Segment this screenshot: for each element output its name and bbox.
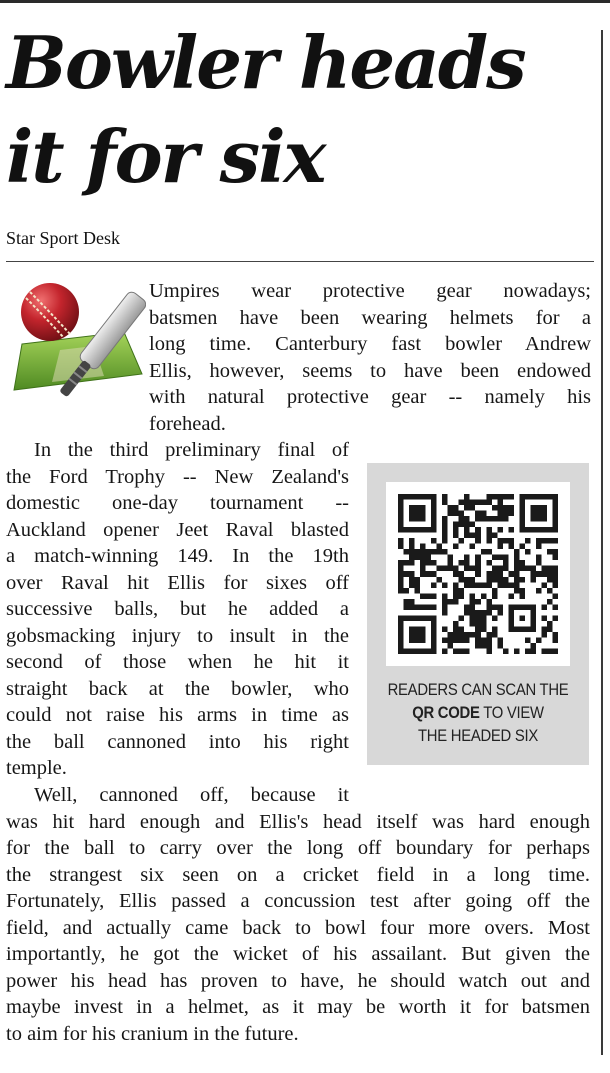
text-line: Auckland opener Jeet Raval blasted <box>6 518 349 541</box>
text-line: for the ball to carry over the long off boundary for perhaps <box>6 837 590 859</box>
text-line: Ellis, however, seems to have been endowed <box>149 359 591 382</box>
headline-line: Bowler heads <box>6 20 525 105</box>
text-line: field, and actually came back to bowl four more overs. Most <box>6 916 590 939</box>
article-paragraph-3 <box>6 782 590 1047</box>
text-line: In the third preliminary final of <box>34 439 349 461</box>
text-line: successive balls, but he added a <box>6 598 349 620</box>
top-rule <box>0 0 610 3</box>
text-line: a match-winning 149. In the 19th <box>6 545 349 567</box>
text-line: Well, cannoned off, because it <box>34 784 349 806</box>
qr-caption-rest: TO VIEW <box>479 704 544 722</box>
text-line: domestic one-day tournament -- <box>6 492 349 514</box>
text-line: second of those when he hit it <box>6 651 349 673</box>
text-line: the ball cannoned into his right <box>6 730 349 753</box>
qr-caption-line: READERS CAN SCAN THE <box>387 681 569 699</box>
text-line: maybe invest in a helmet, as it may be worth it for batsmen <box>6 996 590 1018</box>
qr-panel <box>367 463 589 765</box>
text-line: the Ford Trophy -- New Zealand's <box>6 465 349 488</box>
text-line: forehead. <box>149 412 226 435</box>
qr-caption-bold: QR CODE <box>412 704 480 722</box>
text-line: over Raval hit Ellis for sixes off <box>6 571 349 594</box>
text-line: gobsmacking injury to insult in the <box>6 624 349 647</box>
article-paragraph-2 <box>6 437 349 782</box>
headline-line: it for six <box>6 114 325 199</box>
text-line: Fortunately, Ellis passed a concussion test after going off the <box>6 890 590 912</box>
text-line: long time. Canterbury fast bowler Andrew <box>149 333 591 355</box>
column-divider <box>601 30 603 1055</box>
text-line: importantly, he got the wicket of his assailant. But given the <box>6 943 590 965</box>
qr-code-icon[interactable] <box>386 482 570 666</box>
qr-caption-line: THE HEADED SIX <box>417 727 538 745</box>
text-line: could not raise his arms in time as <box>6 704 349 726</box>
text-line: straight back at the bowler, who <box>6 677 349 700</box>
headline <box>6 16 596 204</box>
qr-caption-line <box>384 702 573 725</box>
text-line: the strangest six seen on a cricket field in a long time. <box>6 863 590 886</box>
qr-caption <box>384 679 573 748</box>
text-line: temple. <box>6 757 67 779</box>
text-line: was hit hard enough and Ellis's head itself was hard enough <box>6 810 590 833</box>
text-line: power his head has proven to have, he should watch out and <box>6 969 590 992</box>
byline-divider <box>6 261 594 262</box>
text-line: to aim for his cranium in the future. <box>6 1022 299 1045</box>
article-paragraph-1 <box>149 278 591 437</box>
text-line: with natural protective gear -- namely his <box>149 386 591 408</box>
text-line: Umpires wear protective gear nowadays; <box>149 280 591 302</box>
cricket-ball-bat-pitch-icon <box>8 278 146 416</box>
text-line: batsmen have been wearing helmets for a <box>149 306 591 329</box>
byline: Star Sport Desk <box>6 228 120 248</box>
